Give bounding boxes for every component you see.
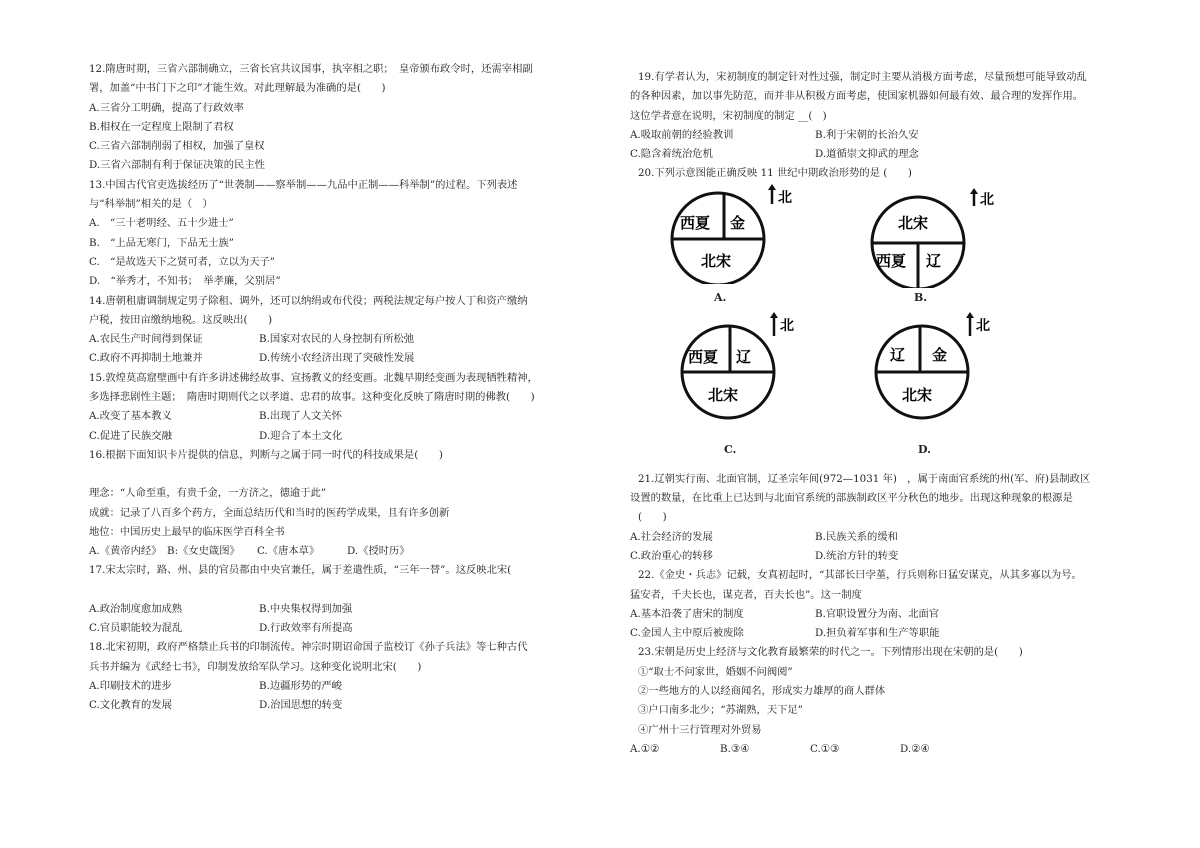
question-12 [89,60,589,176]
q22-option-b: B.官职设置分为南、北面官 [815,607,940,620]
question-16 [89,446,589,561]
q18-options-row1 [89,677,589,696]
q22-stem-line1: 22.《金史・兵志》记载，女真初起时，“其部长曰孛堇，行兵则称日猛安谋克，从其多寡以为号。 [638,569,1082,582]
q22-option-a: A.基本沿袭了唐宋的制度 [630,607,744,620]
q15-option-b: B.出现了人文关怀 [259,410,342,423]
question-19 [630,68,1150,164]
q19-option-c: C.隐含着统治危机 [630,148,713,161]
q14-option-a: A.农民生产时间得到保证 [89,333,203,346]
q12-stem-line1: 12.隋唐时期，三省六部制确立，三省长官共议国事，执宰相之职； 皇帝颁布政令时，还需宰相副 [89,63,533,75]
q18-option-a: A.印刷技术的进步 [89,679,172,692]
q17-option-b: B.中央集权得到加强 [259,602,353,615]
q17-option-a: A.政治制度愈加成熟 [89,602,183,615]
q15-option-c: C.促进了民族交融 [89,429,172,442]
question-13 [89,176,589,292]
q15-stem-line1: 15.敦煌莫高窟壁画中有许多讲述佛经故事、宣扬教义的经变画。北魏早期经变画为表现牺牲精神， [89,371,538,384]
map-b-label-bottom-left: 西夏 [876,251,907,270]
q16-option-b: B:《女史箴图》 [167,545,240,558]
q23-item-4: ④广州十三行管理对外贸易 [638,723,762,736]
q15-option-d: D.迎合了本土文化 [259,429,343,442]
question-23 [630,643,1150,759]
q19-options-row1 [630,126,1150,145]
q16-option-a: A.《黄帝内经》 [89,545,162,558]
q19-option-a: A.吸取前朝的经验教训 [630,128,734,141]
q15-options-row2 [89,427,589,446]
q21-stem-line3: ( ) [638,511,667,524]
q16-card-status: 地位：中国历史上最早的临床医学百科全书 [89,525,285,538]
q16-card-achievement: 成就：记录了八百多个药方，全面总结历代和当时的医药学成果，且有许多创新 [89,506,450,519]
question-14 [89,292,589,369]
q18-stem-line1: 18.北宋初期，政府严格禁止兵书的印制流传。神宗时期诏命国子监校订《孙子兵法》等七种古代 [89,641,528,654]
q16-option-c: C.《唐本草》 [257,545,320,558]
map-d-label-top-left: 辽 [890,345,906,364]
q19-option-b: B.利于宋朝的长治久安 [815,128,919,141]
map-b-label-bottom-right: 辽 [926,251,942,270]
q22-option-c: C.金国人主中原后被废除 [630,627,744,640]
q17-options-row1 [89,600,589,619]
map-d-label-top-right: 金 [932,345,948,364]
q16-option-d: D.《授时历》 [347,545,410,558]
map-a [668,184,818,304]
q23-stem-line1: 23.宋朝是历史上经济与文化教育最繁荣的时代之一。下列情形出现在宋朝的是( ) [638,646,1023,659]
q21-option-d: D.统治方针的转变 [815,549,899,562]
q17-options-row2 [89,619,589,638]
q19-stem-line2: 的各种因素，加以事先防范，而并非从积极方面考虑，使国家机器如何最有效、最合理的发挥作用。 [630,90,1084,103]
q23-item-2: ②一些地方的人以经商闻名，形成实力雄厚的商人群体 [638,685,886,698]
q14-options-row1 [89,330,589,349]
question-18 [89,638,589,715]
q23-option-c: C.①③ [810,742,840,755]
question-21 [630,470,1150,566]
q21-options-row1 [630,528,1150,547]
q21-stem-line2: 设置的数量，在比重上已达到与北面官系统的部族制政区平分秋色的地步。出现这种现象的根源是 [630,492,1073,505]
q23-item-1: ①“取士不问家世，婚姻不问阀阅” [638,665,793,678]
question-15 [89,369,589,446]
q16-options-row [89,542,589,561]
q14-stem-line2: 户税，按田亩缴纳地税。这反映出( ) [89,313,273,326]
q19-stem-line1: 19.有学者认为，宋初制度的制定针对性过强，制定时主要从消极方面考虑，尽量预想可能导致动乱 [638,71,1087,83]
map-b-north-label: 北 [980,191,994,208]
q23-option-a: A.①② [630,742,660,755]
map-c-letter: C. [724,442,737,456]
q18-option-c: C.文化教育的发展 [89,699,172,712]
q15-stem-line2: 多选择悲剧性主题； 隋唐时期则代之以孝道、忠君的故事。这种变化反映了隋唐时期的佛教( ) [89,391,535,404]
q14-option-b: B.国家对农民的人身控制有所松弛 [259,333,414,346]
q18-option-b: B.边疆形势的严峻 [259,679,342,692]
q13-option-a: A. “三十老明经、五十少进士” [89,217,234,230]
q12-option-d: D.三省六部制有利于保证决策的民主性 [89,159,265,172]
map-d-label-bottom: 北宋 [902,385,933,404]
q19-options-row2 [630,145,1150,164]
q21-option-b: B.民族关系的缓和 [815,530,898,543]
map-a-label-bottom: 北宋 [701,251,732,270]
q14-option-c: C.政府不再抑制土地兼并 [89,352,203,365]
q13-option-c: C. “是故选天下之贤可者，立以为天子” [89,255,276,268]
q14-option-d: D.传统小农经济出现了突破性发展 [259,352,415,365]
map-b-letter: B. [914,290,928,304]
q22-option-d: D.担负着军事和生产等职能 [815,627,940,640]
q16-card-concept: 理念：“人命至重，有贵千金，一方济之，德逾于此” [89,487,327,500]
q15-options-row1 [89,407,589,426]
q13-stem-line1: 13.中国古代官吏选拔经历了“世袭制——察举制——九品中正制——科举制”的过程。下列表述 [89,178,518,191]
map-d-north-label: 北 [976,317,990,334]
q21-options-row2 [630,547,1150,566]
q22-options-row2 [630,624,1150,643]
map-a-label-top-right: 金 [730,213,746,232]
q17-option-d: D.行政效率有所提高 [259,622,353,635]
map-c [678,310,828,456]
q14-stem-line1: 14.唐朝租庸调制规定男子除租、调外，还可以纳绢或布代役；两税法规定每户按人丁和资产缴纳 [89,294,528,307]
q17-option-c: C.官员职能较为混乱 [89,622,183,635]
q23-option-d: D.②④ [900,742,930,755]
q17-stem-line1: 17.宋太宗时，路、州、县的官员都由中央官兼任，属于差遣性质，“三年一替”。这反映北宋( [89,564,512,577]
q18-options-row2 [89,696,589,715]
q13-stem-line2: 与“科举制”相关的是（ ） [89,198,213,211]
q20-map-diagrams [630,184,1150,470]
q23-item-3: ③户口南多北少；“苏湖熟，天下足” [638,704,803,717]
q12-option-c: C.三省六部制削弱了相权，加强了皇权 [89,140,265,153]
q18-option-d: D.治国思想的转变 [259,699,343,712]
q20-stem-line1: 20.下列示意图能正确反映 11 世纪中期政治形势的是 ( ) [638,167,912,180]
q21-option-c: C.政治重心的转移 [630,549,713,562]
q19-option-d: D.道循崇文抑武的理念 [815,148,919,161]
left-column [89,60,589,716]
map-c-label-top-left: 西夏 [688,347,719,366]
q13-option-b: B. “上品无寒门，下品无士族” [89,236,234,249]
q15-option-a: A.改变了基本教义 [89,410,172,423]
q22-stem-line2: 猛安者，千夫长也，谋克者，百夫长也”。这一制度 [630,588,862,601]
question-17 [89,561,589,638]
q14-options-row2 [89,349,589,368]
map-a-letter: A. [714,290,727,304]
map-d-letter: D. [918,442,931,456]
q12-option-a: A.三省分工明确，提高了行政效率 [89,101,244,114]
map-c-label-bottom: 北宋 [708,385,739,404]
question-22 [630,566,1150,643]
right-column [630,68,1150,759]
q23-options-row [630,740,1150,759]
q16-stem-line1: 16.根据下面知识卡片提供的信息，判断与之属于同一时代的科技成果是( ) [89,448,443,461]
map-b-label-top: 北宋 [898,213,929,232]
question-20 [630,164,1150,469]
q18-stem-line2: 兵书并编为《武经七书》，印制发放给军队学习。这种变化说明北宋( ) [89,660,422,673]
map-a-north-label: 北 [778,189,792,206]
map-c-label-top-right: 辽 [736,347,752,366]
map-a-label-top-left: 西夏 [680,213,711,232]
q12-option-b: B.相权在一定程度上限制了君权 [89,120,234,133]
q12-stem-line2: 署，加盖“中书门下之印”才能生效。对此理解最为准确的是( ) [89,82,386,95]
q22-options-row1 [630,605,1150,624]
q21-stem-line1: 21.辽朝实行南、北面官制，辽圣宗年间(972—1031 年) ，属于南面官系统的州(军、府)县制政区 [638,472,1091,485]
q21-option-a: A.社会经济的发展 [630,530,713,543]
map-d [872,310,1022,456]
q13-option-d: D. “举秀才，不知书； 举孝廉，父别居” [89,275,281,288]
q19-stem-line3: 这位学者意在说明，宋初制度的制定 __( ) [630,109,827,122]
map-b [868,188,1018,304]
map-c-north-label: 北 [780,317,794,334]
q23-option-b: B.③④ [720,742,750,755]
